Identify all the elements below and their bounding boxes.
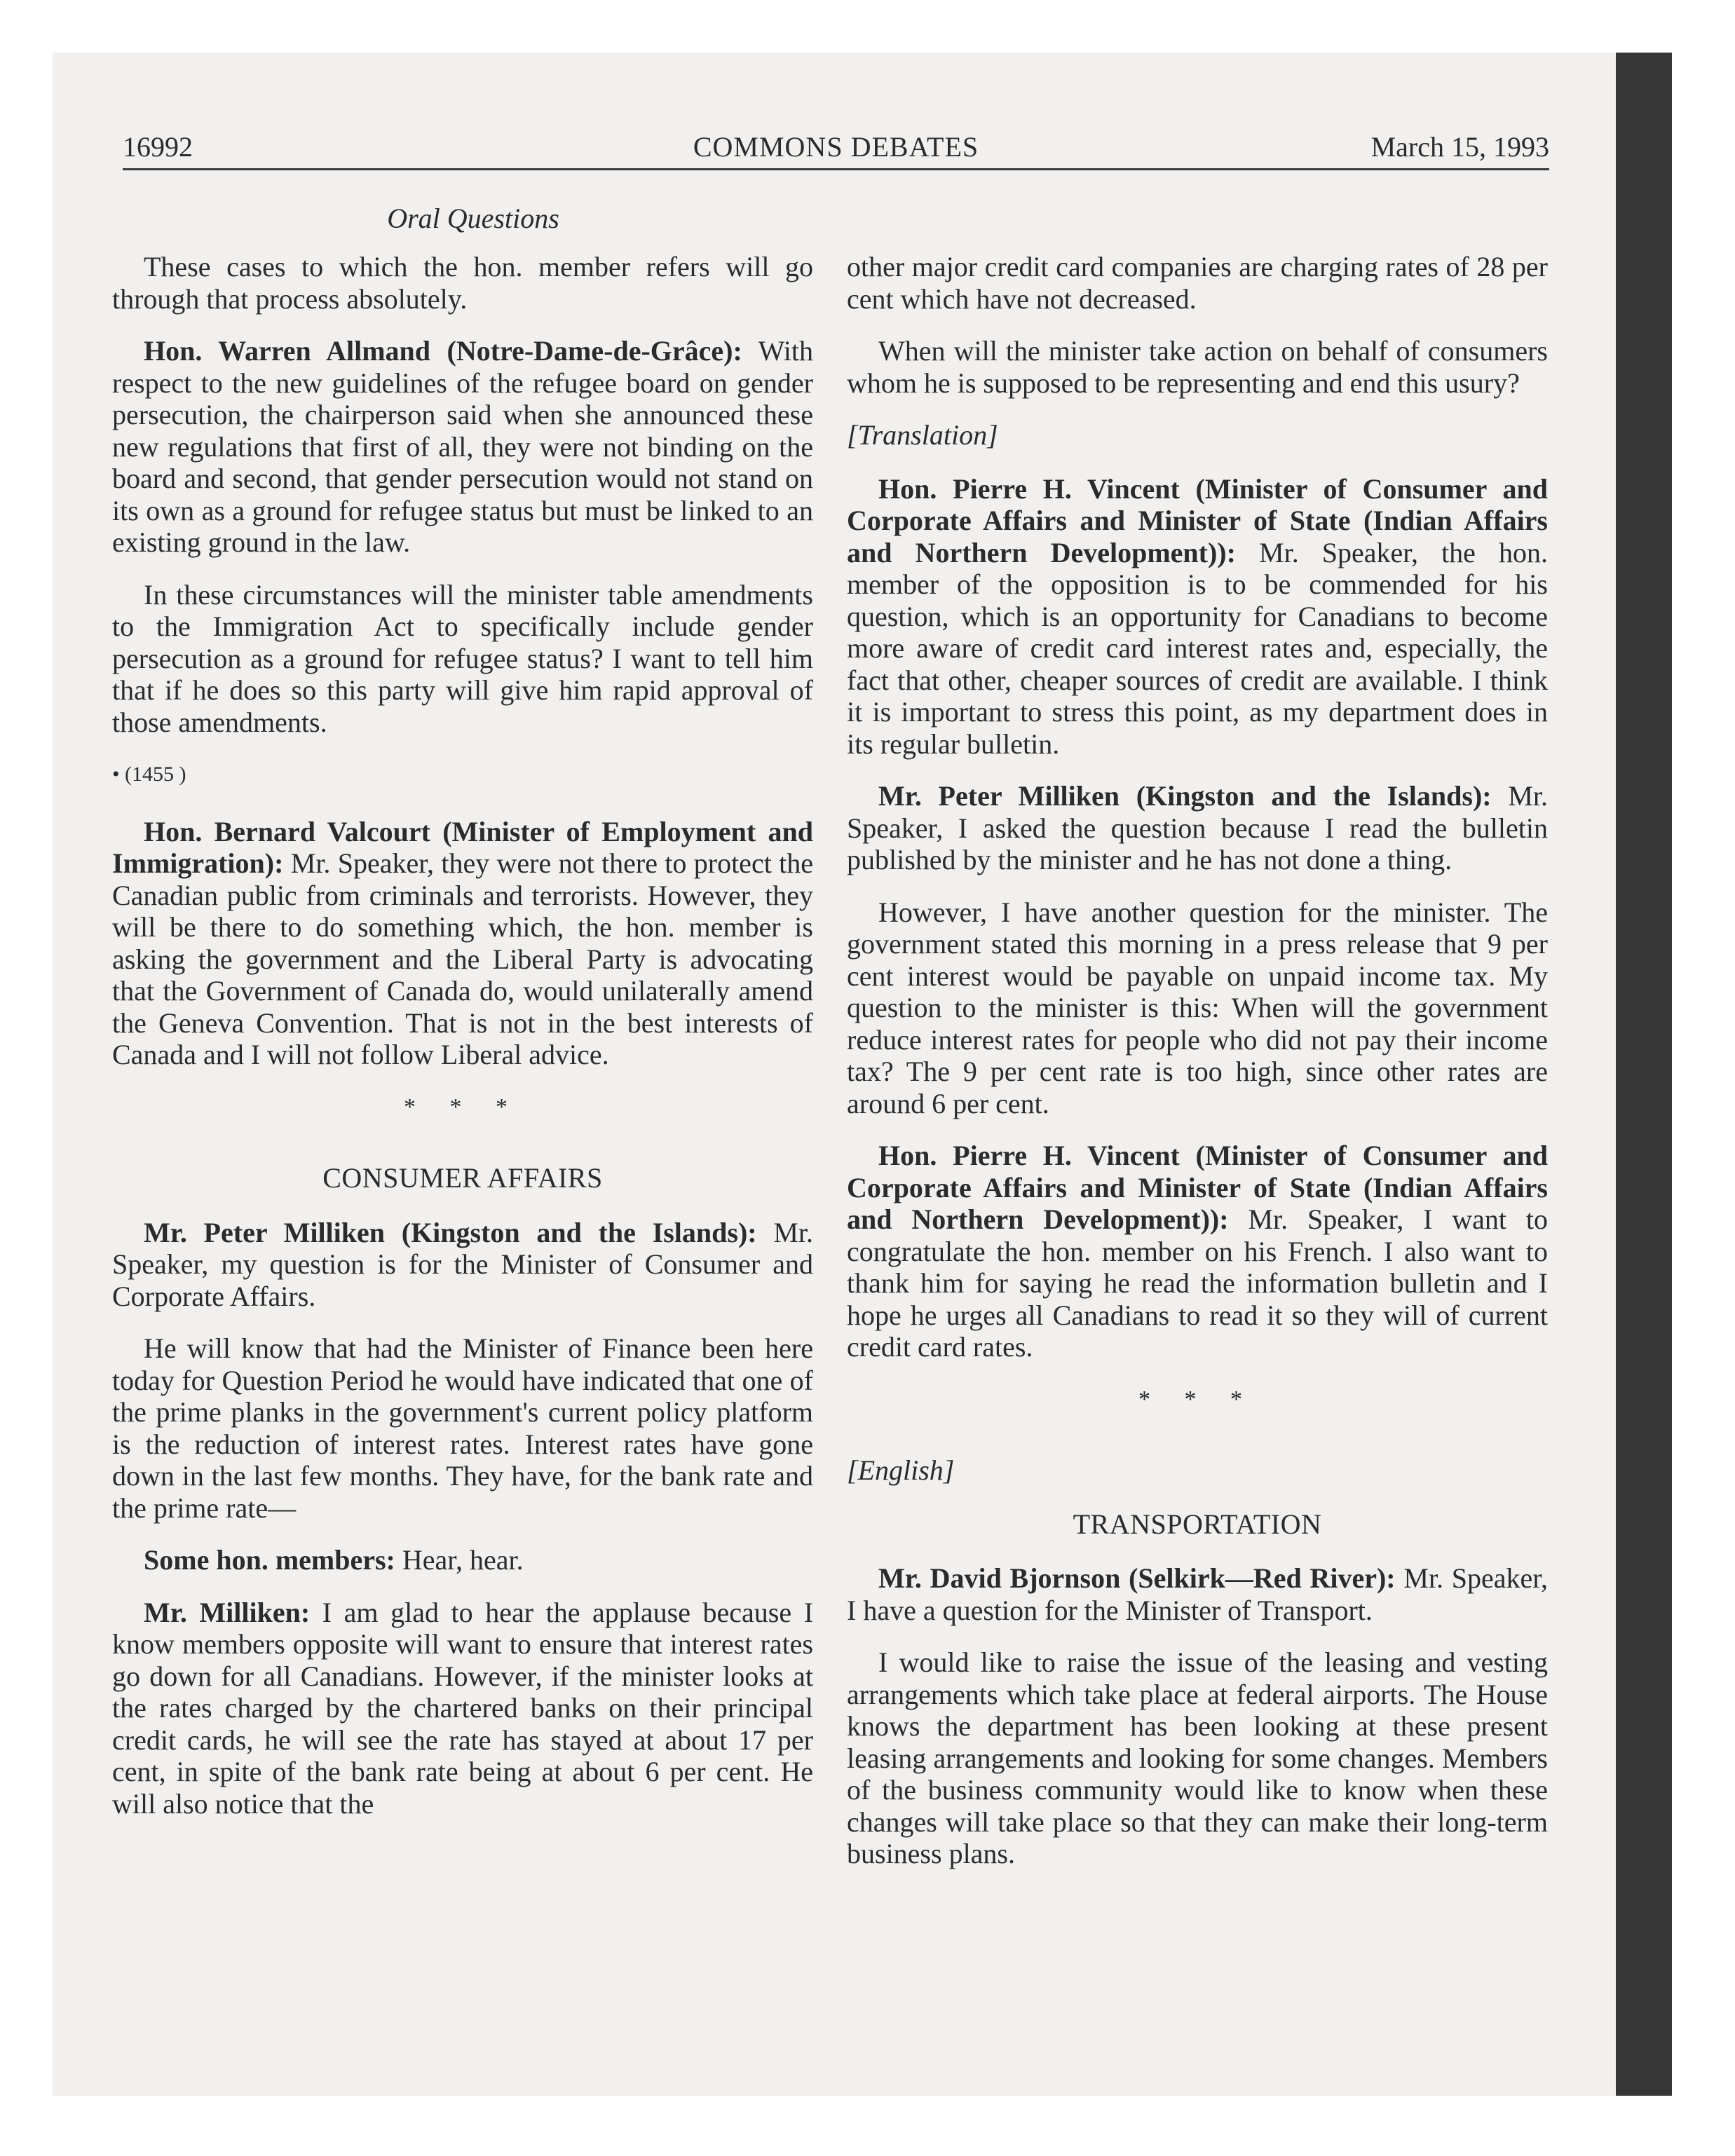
paragraph: He will know that had the Minister of Finance been here today for Question Period he would have indicated that one of the prime planks in the government's current policy platform is the reduction of interest rates. Interest rates have gone down in the last few months. They have, for the bank rate and the prime rate—: [112, 1332, 813, 1524]
binding-edge: [1616, 53, 1672, 2096]
speaker-name: Hon. Warren Allmand (Notre-Dame-de-Grâce):: [144, 335, 742, 367]
section-separator: * * *: [404, 1093, 522, 1120]
paragraph: [112, 1597, 813, 1820]
speaker-name: Mr. Peter Milliken (Kingston and the Islands):: [878, 780, 1492, 812]
paragraph: [847, 473, 1548, 760]
speech-text: Mr. Speaker, the hon. member of the opposition is to be commended for his question, which is an opportunity for Canadians to become more aware of credit card interest rates and, especially, the fact that other, cheaper sources of credit are available. I think it is important to stress this point, as my department does in its regular bulletin.: [847, 536, 1549, 760]
page-date: March 15, 1993: [1370, 131, 1549, 163]
speaker-name: Hon. Pierre H. Vincent (Minister of Consumer and Corporate Affairs and Minister of State (Indian Affairs and Northern Development)):: [847, 472, 1548, 568]
speech-text: Mr. Speaker, I have a question for the Minister of Transport.: [847, 1562, 1549, 1626]
page-header: [123, 126, 1549, 168]
paragraph: [112, 1217, 813, 1313]
speech-text: Mr. Speaker, my question is for the Minister of Consumer and Corporate Affairs.: [112, 1216, 814, 1312]
paragraph: [847, 1562, 1548, 1626]
speaker-name: Some hon. members:: [144, 1544, 395, 1576]
paragraph: I would like to raise the issue of the leasing and vesting arrangements which take place at federal airports. The House knows the department has been looking at these present leasing arrangements and looking for some changes. Members of the business community would like to know when these changes will take place so that they can make their long-term business plans.: [847, 1646, 1548, 1869]
header-rule: [123, 168, 1549, 170]
speech-text: With respect to the new guidelines of the refugee board on gender persecution, the chairperson said when she announced these new regulations that first of all, they were not binding on the board and second, that gender persecution would not stand on its own as a ground for refugee status but must be linked to an existing ground in the law.: [112, 335, 813, 558]
speech-text: Mr. Speaker, I asked the question because I read the bulletin published by the minister and he has not done a thing.: [847, 780, 1549, 875]
speaker-name: Mr. Milliken:: [144, 1596, 311, 1628]
section-heading: CONSUMER AFFAIRS: [322, 1162, 603, 1194]
paragraph: [847, 1140, 1548, 1363]
speech-text: Hear, hear.: [402, 1544, 524, 1576]
page-number: 16992: [123, 131, 193, 163]
paragraph: However, I have another question for the minister. The government stated this morning in a press release that 9 per cent interest would be payable on unpaid income tax. My question to the minister is this: When will the government reduce interest rates for people who did not pay their income tax? The 9 per cent rate is too high, since other rates are around 6 per cent.: [847, 896, 1548, 1119]
time-marker: • (1455 ): [112, 763, 186, 786]
left-column: [112, 251, 813, 1840]
speech-text: Mr. Speaker, they were not there to protect the Canadian public from criminals and terrorists. However, they will be there to do something which, the hon. member is asking the government and the Liberal Party is advocating that the Government of Canada do, would unilaterally amend the Geneva Convention. That is not in the best interests of Canada and I will not follow Liberal advice.: [112, 847, 814, 1070]
paragraph: When will the minister take action on behalf of consumers whom he is supposed to be representing and end this usury?: [847, 335, 1548, 399]
paragraph: In these circumstances will the minister table amendments to the Immigration Act to specifically include gender persecution as a ground for refugee status? I want to tell him that if he does so this party will give him rapid approval of those amendments.: [112, 578, 813, 738]
speaker-name: Mr. Peter Milliken (Kingston and the Islands):: [144, 1216, 757, 1248]
speech-text: Mr. Speaker, I want to congratulate the hon. member on his French. I also want to thank him for saying he read the information bulletin and I hope he urges all Canadians to read it so they will of current credit card rates.: [847, 1203, 1549, 1363]
paragraph: other major credit card companies are charging rates of 28 per cent which have not decreased.: [847, 251, 1548, 315]
paragraph: [112, 816, 813, 1071]
paragraph: [112, 335, 813, 559]
paragraph: [847, 780, 1548, 876]
speaker-name: Mr. David Bjornson (Selkirk—Red River):: [878, 1562, 1396, 1594]
language-tag: [Translation]: [847, 419, 998, 451]
language-tag: [English]: [847, 1454, 955, 1486]
publication-title: COMMONS DEBATES: [693, 131, 979, 163]
speech-text: I am glad to hear the applause because I know members opposite will want to ensure that interest rates go down for all Canadians. However, if the minister looks at the rates charged by the chartered banks on their principal credit cards, he will see the rate has stayed at about 17 per cent, in spite of the bank rate being at about 6 per cent. He will also notice that the: [112, 1596, 814, 1820]
speaker-name: Hon. Bernard Valcourt (Minister of Employment and Immigration):: [112, 815, 813, 879]
section-heading: TRANSPORTATION: [1073, 1508, 1322, 1540]
section-separator: * * *: [1138, 1386, 1256, 1412]
speaker-name: Hon. Pierre H. Vincent (Minister of Consumer and Corporate Affairs and Minister of State (Indian Affairs and Northern Development)):: [847, 1140, 1548, 1235]
right-column: [847, 251, 1548, 1890]
paragraph: These cases to which the hon. member refers will go through that process absolutely.: [112, 251, 813, 315]
section-title: Oral Questions: [387, 203, 559, 234]
paragraph: [112, 1544, 813, 1576]
